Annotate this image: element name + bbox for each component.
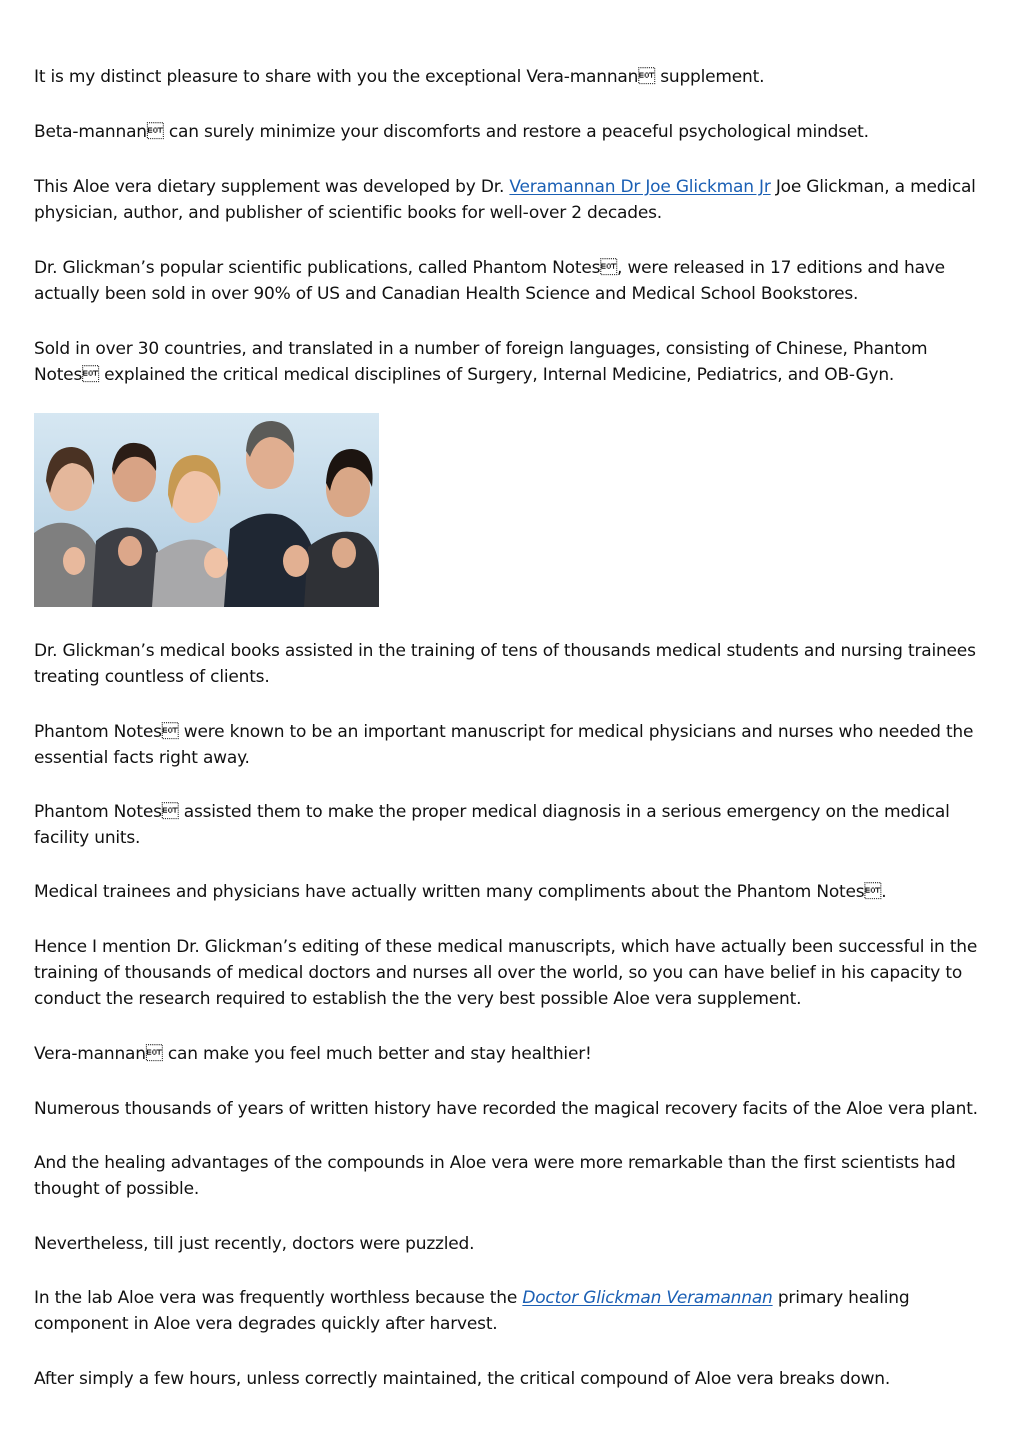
paragraph-history: Numerous thousands of years of written history have recorded the magical recovery facits of the Aloe vera plant.: [34, 1099, 978, 1119]
paragraph-compliments: Medical trainees and physicians have actually written many compliments about the Phantom Notes.: [34, 882, 887, 902]
paragraph-healing-advantages: And the healing advantages of the compounds in Aloe vera were more remarkable than the first scientists had thought of possible.: [34, 1153, 956, 1199]
paragraph-intro: It is my distinct pleasure to share with you the exceptional Vera-mannan supplement.: [34, 67, 765, 87]
paragraph-puzzled: Nevertheless, till just recently, doctors were puzzled.: [34, 1234, 475, 1254]
paragraph-publications: Dr. Glickman’s popular scientific publications, called Phantom Notes, were released in 17 editions and have actually been sold in over 90% of US and Canadian Health Science and Medical School Bookstores.: [34, 258, 945, 304]
paragraph-developer-text-before: This Aloe vera dietary supplement was developed by Dr.: [34, 177, 510, 197]
paragraph-feel-better: Vera-mannan can make you feel much better and stay healthier!: [34, 1044, 592, 1064]
paragraph-developer: [34, 174, 984, 226]
paragraph-beta-mannan: Beta-mannan can surely minimize your discomforts and restore a peaceful psychological mindset.: [34, 122, 869, 142]
paragraph-manuscript: Phantom Notes were known to be an important manuscript for medical physicians and nurses who needed the essential facts right away.: [34, 722, 974, 768]
team-thumbs-up-photo: [34, 413, 379, 607]
paragraph-lab-text-before: In the lab Aloe vera was frequently worthless because the: [34, 1288, 523, 1308]
paragraph-diagnosis: Phantom Notes assisted them to make the proper medical diagnosis in a serious emergency on the medical facility units.: [34, 802, 950, 848]
veramannan-dr-joe-glickman-link[interactable]: Veramannan Dr Joe Glickman Jr: [509, 177, 771, 197]
paragraph-breaks-down: After simply a few hours, unless correctly maintained, the critical compound of Aloe vera breaks down.: [34, 1369, 891, 1389]
paragraph-medical-books: Dr. Glickman’s medical books assisted in the training of tens of thousands medical students and nursing trainees treating countless of clients.: [34, 641, 976, 687]
paragraph-countries: Sold in over 30 countries, and translated in a number of foreign languages, consisting of Chinese, Phantom Notes explained the critical medical disciplines of Surgery, Internal Medicine, Pediatrics, and OB-Gyn.: [34, 339, 928, 385]
doctor-glickman-veramannan-link[interactable]: Doctor Glickman Veramannan: [522, 1288, 773, 1308]
paragraph-editing: Hence I mention Dr. Glickman’s editing of these medical manuscripts, which have actually been successful in the training of thousands of medical doctors and nurses all over the world, so you can have belief in his capacity to conduct the research required to establish the the very best possible Aloe vera supplement.: [34, 937, 978, 1009]
paragraph-lab-text-after: primary healing component in Aloe vera degrades quickly after harvest.: [34, 1288, 910, 1334]
paragraph-developer-text-after: Joe Glickman, a medical physician, author, and publisher of scientific books for well-over 2 decades.: [34, 177, 976, 223]
paragraph-lab: [34, 1285, 984, 1337]
